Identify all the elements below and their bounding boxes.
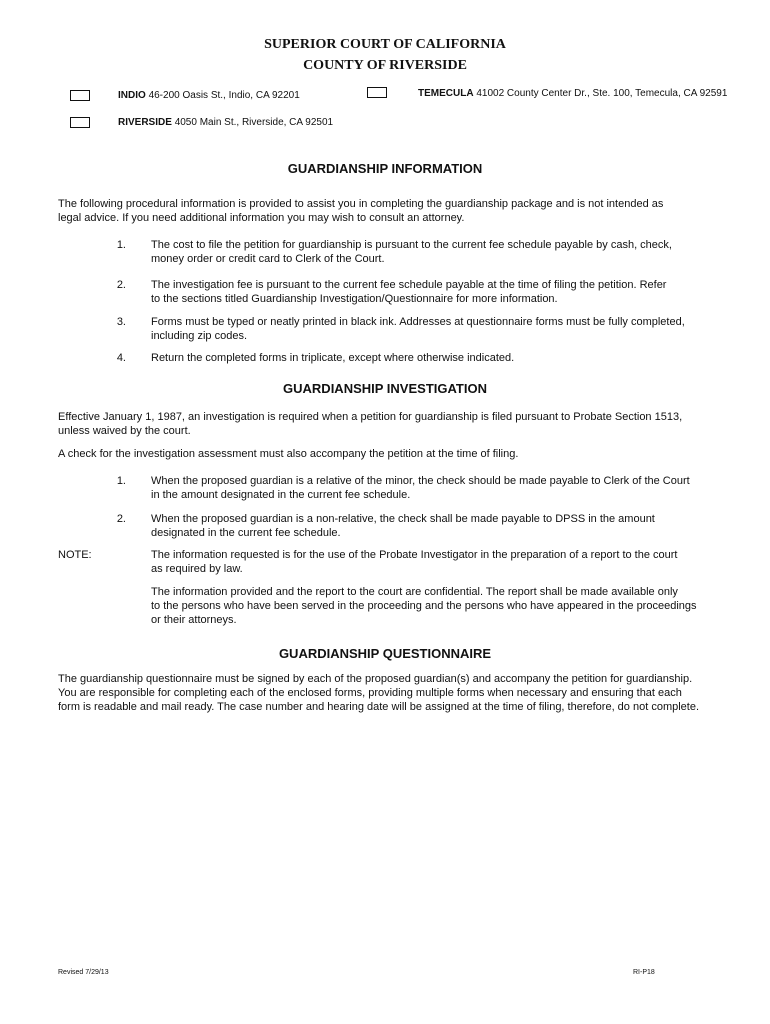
info-intro-line1: The following procedural information is provided to assist you in completing the guardianship package and is not intended as (58, 198, 664, 210)
questionnaire-line2: You are responsible for completing each of the enclosed forms, providing multiple forms when necessary and ensuring that each (58, 687, 682, 699)
info-item (151, 315, 731, 343)
info-intro (58, 197, 738, 225)
info-item-line1: The investigation fee is pursuant to the current fee schedule payable at the time of filing the petition. Refer (151, 279, 667, 291)
temecula-address: 41002 County Center Dr., Ste. 100, Temecula, CA 92591 (476, 88, 728, 99)
investigation-check-para: A check for the investigation assessment must also accompany the petition at the time of filing. (58, 448, 519, 460)
info-item (151, 351, 731, 365)
confidential-note (151, 585, 731, 627)
temecula-checkbox[interactable] (367, 87, 387, 98)
riverside-address: 4050 Main St., Riverside, CA 92501 (174, 117, 334, 128)
investigation-heading: GUARDIANSHIP INVESTIGATION (283, 381, 487, 396)
indio-checkbox[interactable] (70, 90, 90, 101)
info-item-number: 2. (116, 279, 126, 291)
note-text (151, 548, 731, 576)
riverside-checkbox[interactable] (70, 117, 90, 128)
info-item-number: 1. (116, 239, 126, 251)
indio-name: INDIO (118, 90, 146, 101)
form-id: RI-P18 (633, 969, 655, 976)
info-intro-line2: legal advice. If you need additional information you may wish to consult an attorney. (58, 212, 465, 224)
questionnaire-heading: GUARDIANSHIP QUESTIONNAIRE (278, 646, 492, 661)
info-item-line1: The cost to file the petition for guardianship is pursuant to the current fee schedule payable by cash, check, (151, 239, 672, 251)
info-item-line2: money order or credit card to Clerk of the Court. (151, 253, 385, 265)
info-item-number: 3. (116, 316, 126, 328)
investigation-item-line1: When the proposed guardian is a non-relative, the check shall be made payable to DPSS in the amount (151, 513, 655, 525)
investigation-item-number: 1. (116, 475, 126, 487)
questionnaire-para (58, 672, 758, 714)
county-title: COUNTY OF RIVERSIDE (303, 58, 467, 73)
indio-location (118, 90, 300, 101)
riverside-name: RIVERSIDE (118, 117, 172, 128)
investigation-para (58, 410, 738, 438)
investigation-para-line1: Effective January 1, 1987, an investigation is required when a petition for guardianship is filed pursuant to Probate Section 1513, (58, 411, 683, 423)
investigation-item-number: 2. (116, 513, 126, 525)
investigation-item-line2: designated in the current fee schedule. (151, 527, 341, 539)
riverside-location (118, 117, 333, 128)
info-item-number: 4. (116, 352, 126, 364)
info-item-line1: Forms must be typed or neatly printed in black ink. Addresses at questionnaire forms must be fully completed, (151, 316, 685, 328)
note-label: NOTE: (58, 549, 92, 561)
investigation-item (151, 474, 731, 502)
info-item (151, 238, 731, 266)
investigation-item-line2: in the amount designated in the current fee schedule. (151, 489, 411, 501)
investigation-para-line2: unless waived by the court. (58, 425, 191, 437)
info-item (151, 278, 731, 306)
info-item-line2: to the sections titled Guardianship Investigation/Questionnaire for more information. (151, 293, 558, 305)
questionnaire-line3: form is readable and mail ready. The case number and hearing date will be assigned at the time of filing, therefore, do not complete. (58, 701, 700, 713)
revised-date: Revised 7/29/13 (58, 969, 109, 976)
note-text-line1: The information requested is for the use of the Probate Investigator in the preparation of a report to the court (151, 549, 678, 561)
questionnaire-line1: The guardianship questionnaire must be signed by each of the proposed guardian(s) and accompany the petition for guardianship. (58, 673, 693, 685)
confidential-note-line1: The information provided and the report to the court are confidential. The report shall be made available only (151, 586, 678, 598)
temecula-location (418, 88, 727, 99)
info-heading: GUARDIANSHIP INFORMATION (287, 161, 483, 176)
confidential-note-line2: to the persons who have been served in the proceeding and the persons who have appeared in the proceedings (151, 600, 697, 612)
court-title: SUPERIOR COURT OF CALIFORNIA (264, 37, 506, 52)
note-text-line2: as required by law. (151, 563, 243, 575)
info-item-line1: Return the completed forms in triplicate, except where otherwise indicated. (151, 352, 515, 364)
confidential-note-line3: or their attorneys. (151, 614, 237, 626)
investigation-item-line1: When the proposed guardian is a relative of the minor, the check should be made payable to Clerk of the Court (151, 475, 690, 487)
temecula-name: TEMECULA (418, 88, 474, 99)
indio-address: 46-200 Oasis St., Indio, CA 92201 (148, 90, 300, 101)
info-item-line2: including zip codes. (151, 330, 248, 342)
investigation-item (151, 512, 731, 540)
